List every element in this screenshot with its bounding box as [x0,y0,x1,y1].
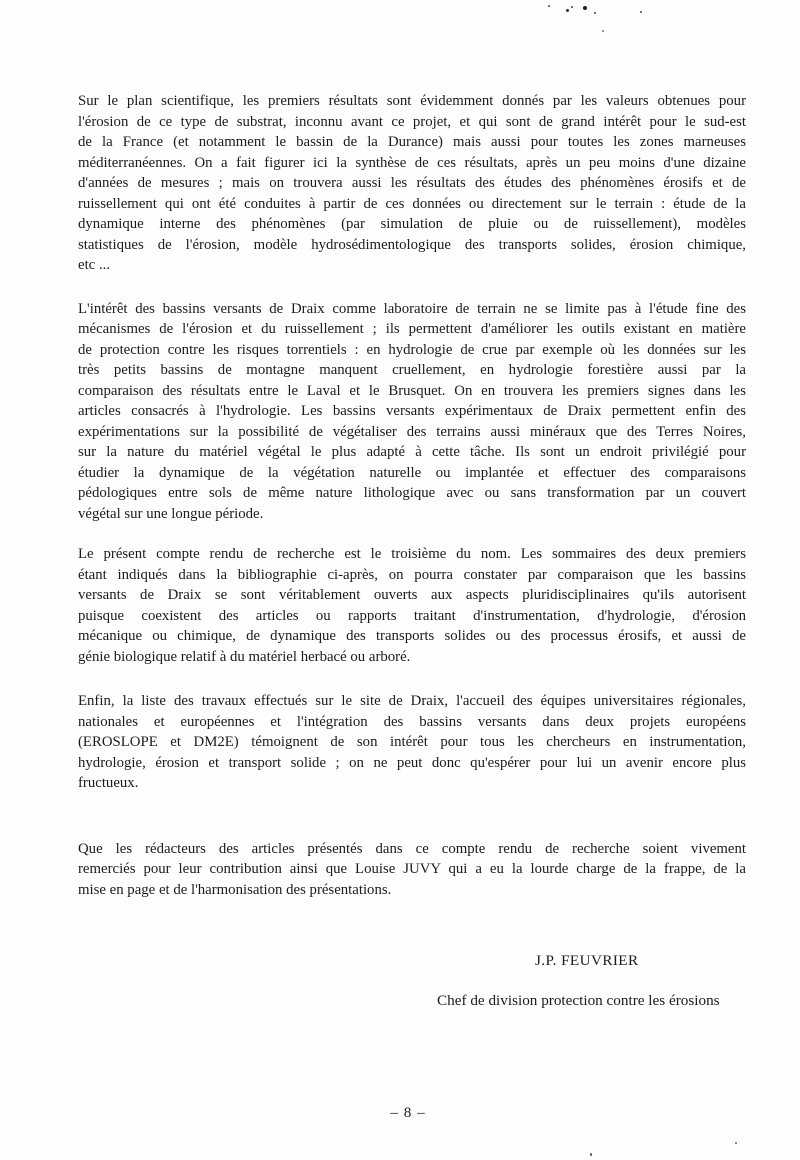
text-line: hydrologie, érosion et transport solide ; on ne peut donc qu'espérer pour lui un avenir encore plus [78,754,746,771]
text-line: expérimentations sur la possibilité de végétaliser des terrains aussi minéraux que des Terres Noires, [78,423,746,440]
page-number: – 8 – [390,1104,426,1121]
scan-speck [640,11,642,13]
text-line: (EROSLOPE et DM2E) témoignent de son intérêt pour tous les chercheurs en instrumentation, [78,734,746,750]
scan-speck [548,5,550,7]
paragraph [78,691,746,794]
text-line: étudier la dynamique de la végétation naturelle ou implantée et effectuer des comparaisons [78,464,746,481]
scan-speck [594,12,596,14]
text-line: statistiques de l'érosion, modèle hydrosédimentologique des transports solides, érosion chimique, [78,236,746,253]
signature-role: Chef de division protection contre les érosions [437,992,720,1009]
text-line: comparaison des résultats entre le Laval et le Brusquet. On en trouvera les premiers signes dans les [78,382,746,399]
text-line: Le présent compte rendu de recherche est le troisième du nom. Les sommaires des deux premiers [78,546,746,562]
text-line: d'années de mesures ; mais on trouvera aussi les résultats des études des phénomènes érosifs et de [78,175,746,191]
text-line: de protection contre les risques torrentiels : en hydrologie de crue par exemple où les données sur les [78,341,746,358]
scan-speck [735,1142,737,1144]
text-line: puisque coexistent des articles ou rapports traitant d'instrumentation, d'hydrologie, d'érosion [78,607,746,624]
text-line: ruissellement qui ont été conduites à partir de ces données ou directement sur le terrain : étude de la [78,195,746,212]
text-line: mise en page et de l'harmonisation des présentations. [78,881,392,898]
signature-name: J.P. FEUVRIER [535,952,639,969]
text-line: de la France (et notamment le bassin de la Durance) mais aussi pour toutes les zones marneuses [78,134,746,150]
paragraph [78,299,746,525]
text-line: versants de Draix se sont véritablement ouverts aux aspects pluridisciplinaires qu'ils autorisent [78,587,746,603]
text-line: végétal sur une longue période. [78,505,264,522]
text-line: très petits bassins de montagne manquent cruellement, en hydrologie forestière aussi par la [78,362,746,378]
text-line: sur la nature du matériel végétal le plus adapté à cette tâche. Ils sont un endroit privilégié pour [78,444,746,460]
text-line: fructueux. [78,775,139,791]
text-line: Que les rédacteurs des articles présentés dans ce compte rendu de recherche soient vivement [78,840,746,857]
text-line: remerciés pour leur contribution ainsi que Louise JUVY qui a eu la lourde charge de la frappe, de la [78,861,746,877]
text-line: dynamique interne des phénomènes (par simulation de pluie ou de ruissellement), modèles [78,216,746,232]
text-line: méditerranéennes. On a fait figurer ici la synthèse de ces résultats, après un peu moins d'une dizaine [78,154,746,171]
text-line: génie biologique relatif à du matériel herbacé ou arboré. [78,648,411,665]
paragraph [78,839,746,901]
text-line: pédologiques entre sols de même nature lithologique avec ou sans transformation par un couvert [78,485,746,501]
scan-speck [583,6,587,10]
body-text [78,91,746,900]
text-line: L'intérêt des bassins versants de Draix comme laboratoire de terrain ne se limite pas à l'étude fine des [78,300,746,317]
paragraph [78,91,746,276]
text-line: l'érosion de ce type de substrat, inconnu avant ce projet, et qui sont de grand intérêt pour le sud-est [78,113,746,130]
scan-speck [602,30,604,32]
text-line: etc ... [78,257,111,273]
text-line: étant indiqués dans la bibliographie ci-après, on pourra constater par comparaison que les bassins [78,566,746,583]
scan-speck [590,1153,592,1156]
text-line: Enfin, la liste des travaux effectués sur le site de Draix, l'accueil des équipes universitaires régionales, [78,693,746,709]
text-line: articles consacrés à l'hydrologie. Les bassins versants expérimentaux de Draix permettent enfin des [78,403,746,419]
text-line: mécanismes de l'érosion et du ruissellement ; ils permettent d'améliorer les outils existant en matière [78,321,746,337]
text-line: nationales et européennes et l'intégration des bassins versants dans deux projets européens [78,713,746,730]
scan-speck [566,9,569,12]
paragraph [78,544,746,667]
scan-speck [571,6,573,8]
text-line: mécanique ou chimique, de dynamique des transports solides ou des processus érosifs, et aussi de [78,628,746,644]
text-line: Sur le plan scientifique, les premiers résultats sont évidemment donnés par les valeurs obtenues pour [78,93,746,109]
